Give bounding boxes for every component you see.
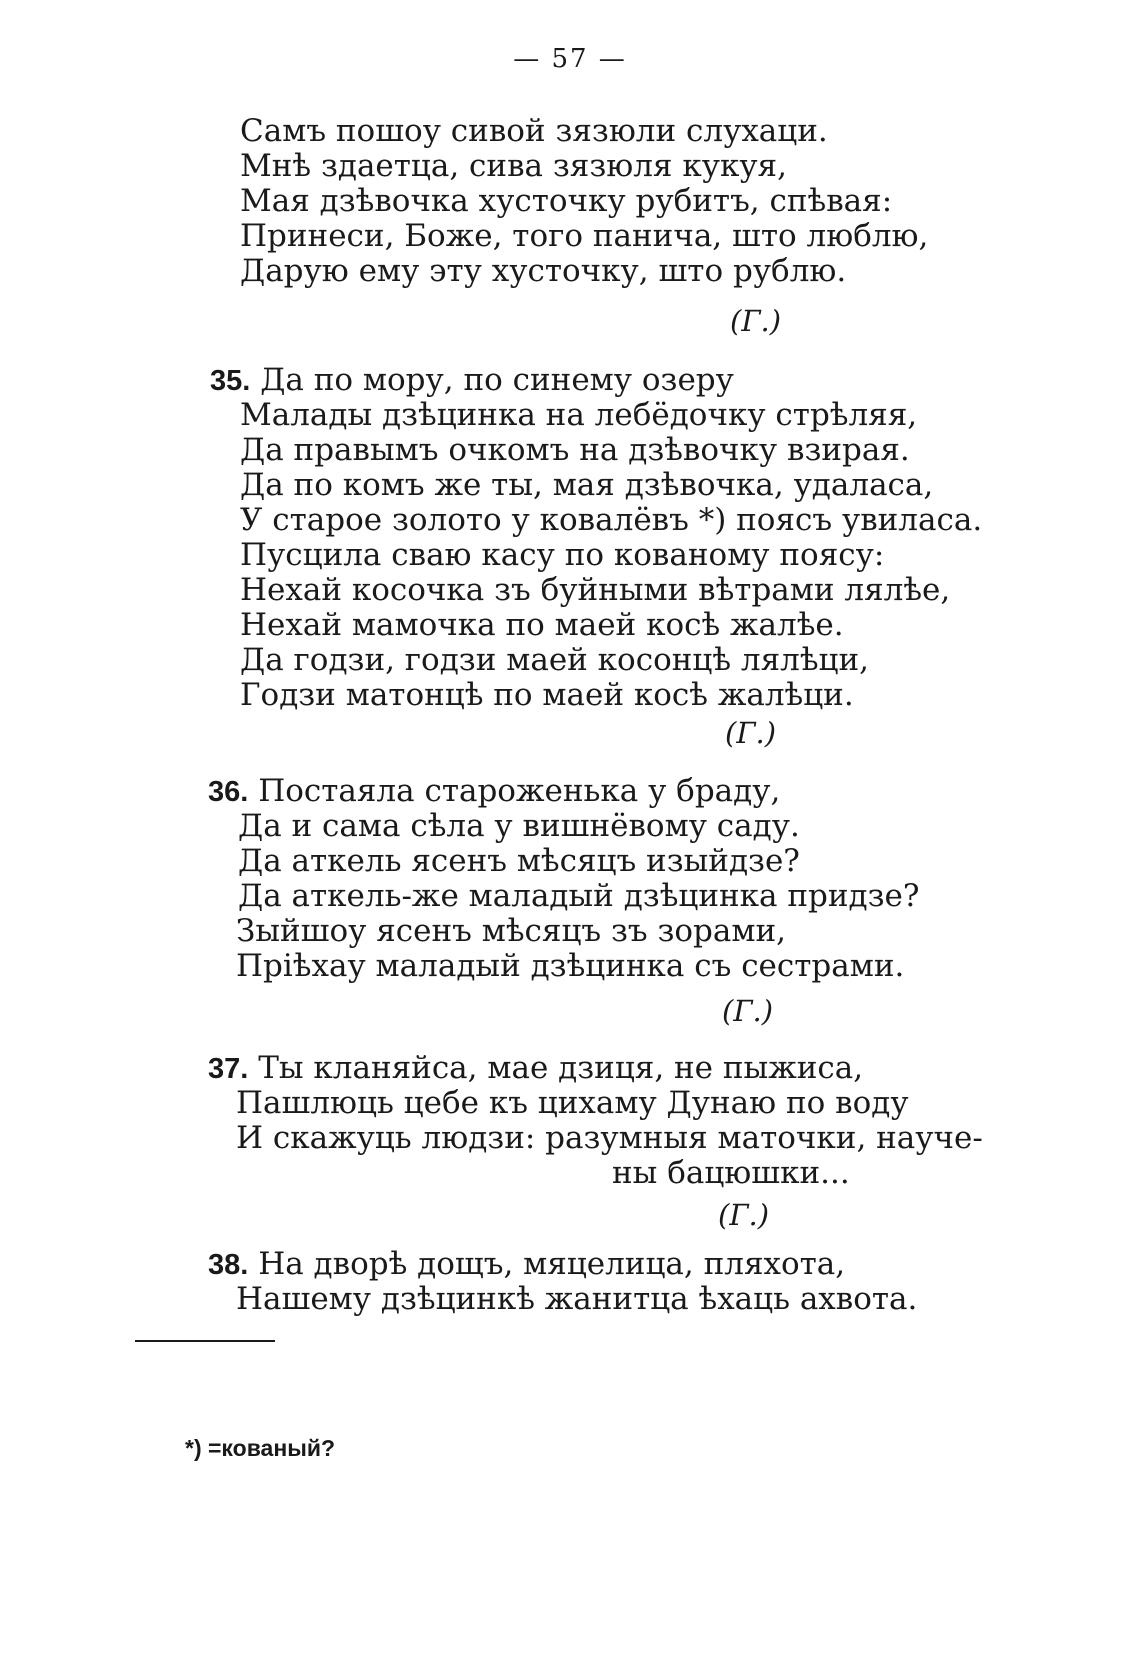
song-36-line-4: Да аткель-же маладый дзѣцинка придзе?: [238, 878, 920, 914]
song-35-line-3: Да правымъ очкомъ на дзѣвочку взирая.: [240, 432, 910, 468]
footnote: *) =кованый?: [185, 1435, 336, 1461]
song-36-line-1: Постаяла староженька у браду,: [258, 773, 781, 809]
song-35-line-4: Да по комъ же ты, мая дзѣвочка, удаласа,: [240, 467, 934, 503]
song-35-line-1: Да по мору, по синему озеру: [260, 362, 734, 398]
fragment-source: (Г.): [730, 304, 782, 338]
song-37-number: 37.: [208, 1053, 249, 1085]
song-35-line-10: Годзи матонцѣ по маей косѣ жалѣци.: [240, 677, 854, 713]
fragment-line-5: Дарую ему эту хусточку, што рублю.: [240, 253, 847, 289]
song-35-source: (Г.): [725, 716, 777, 750]
song-35-line-5: У старое золото у ковалёвъ *) поясъ увиласа.: [240, 502, 983, 538]
song-35-line-2: Малады дзѣцинка на лебёдочку стрѣляя,: [240, 397, 918, 433]
song-35-first-line: [210, 362, 734, 399]
song-38-line-2: Нашему дзѣцинкѣ жанитца ѣхаць ахвота.: [236, 1281, 918, 1317]
song-35-line-7: Нехай косочка зъ буйными вѣтрами лялѣе,: [240, 572, 951, 608]
fragment-line-2: Мнѣ здаетца, сива зязюля кукуя,: [240, 148, 787, 184]
song-37-line-1: Ты кланяйса, мае дзиця, не пыжиса,: [258, 1050, 864, 1086]
song-36-line-3: Да аткель ясенъ мѣсяцъ изыйдзе?: [238, 843, 800, 879]
song-37-line-2: Пашлюць цебе къ цихаму Дунаю по воду: [236, 1085, 909, 1121]
fragment-line-4: Принеси, Боже, того панича, што люблю,: [240, 218, 929, 254]
song-36-number: 36.: [208, 776, 249, 808]
song-37-source: (Г.): [718, 1198, 770, 1232]
song-38-first-line: [208, 1246, 845, 1283]
song-35-line-6: Пусцила сваю касу по кованому поясу:: [240, 537, 885, 573]
song-38-number: 38.: [208, 1249, 249, 1281]
page-number: — 57 —: [513, 44, 627, 74]
song-35-line-9: Да годзи, годзи маей косонцѣ лялѣци,: [240, 642, 869, 678]
song-37-line-3: И скажуць людзи: разумныя маточки, науче-: [236, 1120, 983, 1156]
song-36-line-2: Да и сама сѣла у вишнёвому саду.: [238, 808, 800, 844]
song-36-first-line: [208, 773, 780, 810]
song-35-number: 35.: [210, 365, 251, 397]
song-38-line-1: На дворѣ дощъ, мяцелица, пляхота,: [258, 1246, 846, 1282]
song-36-line-6: Прiѣхау маладый дзѣцинка съ сестрами.: [236, 948, 905, 984]
song-37-line-4: ны бацюшки...: [612, 1155, 850, 1191]
fragment-line-3: Мая дзѣвочка хусточку рубитъ, спѣвая:: [240, 183, 893, 219]
footnote-rule: [135, 1340, 275, 1342]
song-36-line-5: Зыйшоу ясенъ мѣсяцъ зъ зорами,: [236, 913, 786, 949]
song-35-line-8: Нехай мамочка по маей косѣ жалѣе.: [240, 607, 844, 643]
song-36-source: (Г.): [722, 994, 774, 1028]
song-37-first-line: [208, 1050, 863, 1087]
fragment-line-1: Самъ пошоу сивой зязюли слухаци.: [240, 113, 828, 149]
